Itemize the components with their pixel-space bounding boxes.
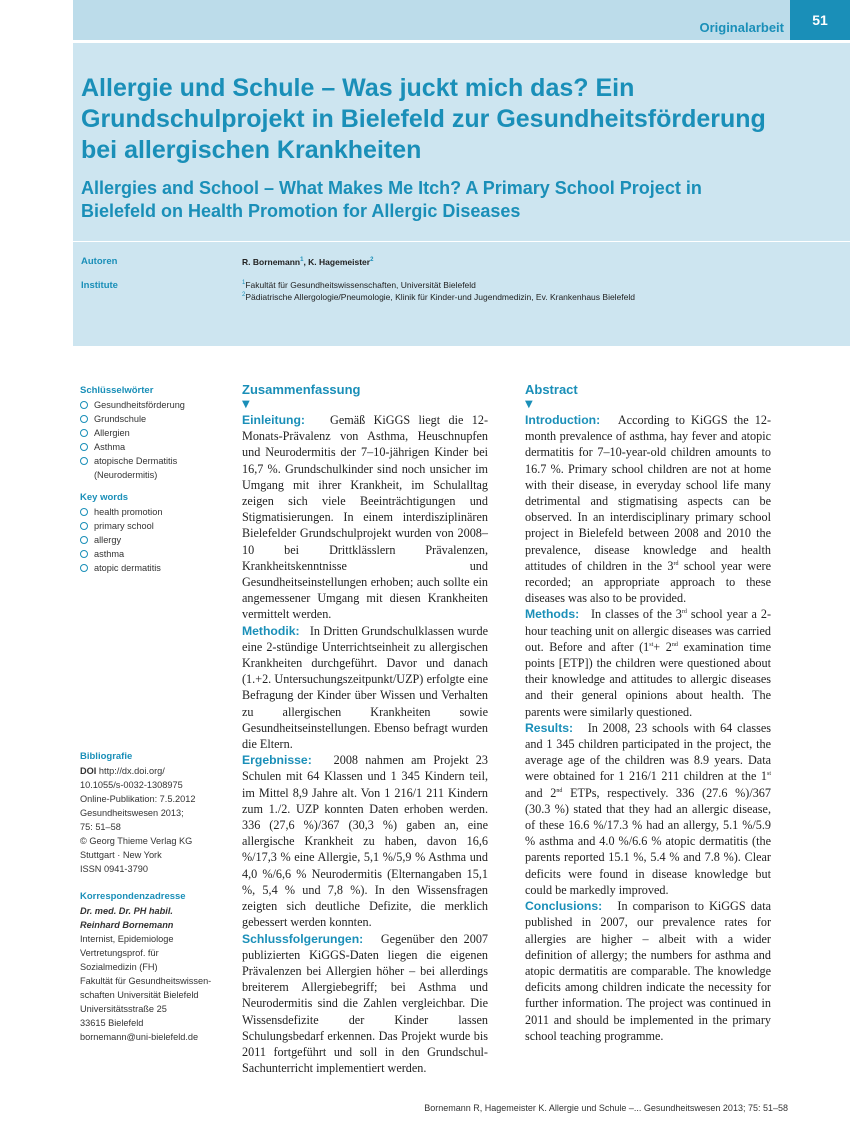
author-affil-mark: 1 bbox=[300, 257, 304, 264]
address-line: Sozialmedizin (FH) bbox=[80, 962, 158, 972]
section-text: Gemäß KiGGS liegt die 12-Monats-Prävalenz von Asthma, Heuschnupfen und Neurodermitis der 7–10-jährigen Kinder bei 16,7 %. Grundschulkinder sind noch unsicher im Umgang mit ihrer Krankheit, im Schulalltag zeigen sich viele Beeinträchtigungen und Stigmatisierungen. In einem interdisziplinären Bielefelder Grundschulprojekt wurden von 2008–10 bei Drittklässlern Prävalenzen, Krankheitskenntnisse und Gesundheitseinstellungen erhoben; auch sollte ein angemessener Umgang mit diesen Krankheiten vermittelt werden. bbox=[242, 413, 489, 622]
section-text: examination time points [ETP]) the children were questioned about their knowledge and attitudes to allergic diseases and their general opinions about health. The parents were similarly questioned. bbox=[525, 639, 771, 719]
page-number: 51 bbox=[790, 0, 850, 40]
correspondence-heading: Korrespondenzadresse bbox=[80, 891, 186, 902]
correspondence-title: Dr. med. Dr. PH habil. bbox=[80, 906, 173, 916]
header-divider bbox=[73, 241, 850, 242]
bullet-icon bbox=[80, 443, 88, 451]
title-german: Allergie und Schule – Was juckt mich das? Ein Grundschulprojekt in Bielefeld zur Gesundheitsförderung bei allergischen Krankheiten bbox=[81, 74, 766, 164]
author-affil-mark: 2 bbox=[370, 257, 374, 264]
section-text: school year were recorded; an appropriate approach to these diseases was also to be provided. bbox=[525, 558, 771, 606]
keyword-item bbox=[80, 426, 230, 440]
author-name: K. Hagemeister bbox=[308, 257, 371, 267]
page-footer: Bornemann R, Hagemeister K. Allergie und Schule –... Gesundheitswesen 2013; 75: 51–58 bbox=[424, 1103, 788, 1113]
section-text: According to KiGGS the 12-month prevalence of asthma, hay fever and atopic dermatitis for 7–10-year-old children amounts to 16.7 %. Primary school children are not at home with their disease, in everyday school life many detrimental and stigmatising aspects can be observed. In an interdisciplinary primary school project in Bielefeld between 2008 and 2010 the prevalence, disease knowledge and health attitudes of children in the 3 bbox=[525, 413, 772, 573]
institute-mark: 2 bbox=[242, 292, 246, 299]
ordinal-sup: nd bbox=[671, 641, 678, 648]
section-text: school year a 2-hour teaching unit on allergic diseases was carried out. Before and after (1 bbox=[525, 607, 771, 654]
doi-value: 10.1055/s-0032-1308975 bbox=[80, 780, 183, 790]
de-methods bbox=[242, 623, 488, 753]
ordinal-sup: rd bbox=[673, 560, 679, 567]
en-results bbox=[525, 720, 771, 898]
bullet-icon bbox=[80, 457, 88, 465]
article-header bbox=[73, 0, 850, 346]
keyword-text: Grundschule bbox=[94, 414, 147, 424]
section-text: 2008 nahmen am Projekt 23 Schulen mit 64 Klassen und 1 345 Kindern teil, im Mittel 8,9 Jahre alt. Von 1 216/1 211 Kindern zum 1./2. UZP konnten Daten erhoben werden. 336 (27,6 %)/367 (30,3 %) gaben an, eine allergische Krankheit zu haben, davon 16,6 %/17,3 % eine Allergie, 5,1 %/5,9 % Asthma und 4,0 %/6,6 % Neurodermitis (Elternangaben 15,1 %, 5,4 % und 7,8 %). In den Wissensfragen zeigten sich deutliche Defizite, die merklich gebessert werden konnten. bbox=[242, 753, 488, 930]
doi-label: DOI bbox=[80, 766, 97, 776]
abstract-de-heading: Zusammenfassung bbox=[242, 382, 361, 397]
ordinal-sup: st bbox=[766, 771, 771, 778]
section-label: Methodik: bbox=[242, 623, 300, 638]
keyword-text: atopische Dermatitis (Neurodermitis) bbox=[94, 456, 178, 480]
keyword-text: asthma bbox=[94, 549, 125, 559]
keyword-item bbox=[80, 561, 230, 575]
ordinal-sup: rd bbox=[681, 609, 687, 616]
abstract-en-heading: Abstract bbox=[525, 382, 578, 397]
authors-label: Autoren bbox=[81, 256, 118, 267]
en-conclusions bbox=[525, 898, 771, 1044]
section-text: ETPs, respectively. 336 (27.6 %)/367 (30.3 %) stated that they had an allergic disease, of these 16.6 %/17.3 % had an allergy, 5.1 %/5.9 % asthma and 4.0 %/6.6 % atopic dermatitis (the parents reported 15.1 %, 5.4 % and 7.8 %). Clear deficits were found in disease knowledge but could be markedly improved. bbox=[525, 785, 771, 897]
bullet-icon bbox=[80, 564, 88, 572]
institute-line bbox=[242, 279, 635, 291]
keyword-item bbox=[80, 547, 230, 561]
bullet-icon bbox=[80, 536, 88, 544]
keyword-text: atopic dermatitis bbox=[94, 563, 161, 573]
keyword-text: primary school bbox=[94, 521, 154, 531]
de-results bbox=[242, 752, 488, 930]
en-introduction bbox=[525, 412, 771, 606]
keyword-item bbox=[80, 398, 230, 412]
de-conclusions bbox=[242, 931, 488, 1077]
bullet-icon bbox=[80, 522, 88, 530]
keywords-de-heading: Schlüsselwörter bbox=[80, 385, 154, 396]
section-text: and 2 bbox=[525, 785, 557, 800]
bullet-icon bbox=[80, 508, 88, 516]
bullet-icon bbox=[80, 429, 88, 437]
keywords-en-list bbox=[80, 505, 230, 575]
section-label: Results: bbox=[525, 720, 574, 735]
keyword-item bbox=[80, 505, 230, 519]
de-introduction bbox=[242, 412, 488, 623]
keyword-item bbox=[80, 454, 230, 482]
online-publication: Online-Publikation: 7.5.2012 bbox=[80, 794, 196, 804]
institute-mark: 1 bbox=[242, 280, 246, 287]
institute-name: Fakultät für Gesundheitswissenschaften, Universität Bielefeld bbox=[245, 280, 476, 290]
section-label: Originalarbeit bbox=[699, 20, 784, 35]
ordinal-sup: st bbox=[649, 641, 654, 648]
keyword-item bbox=[80, 440, 230, 454]
section-text: + 2 bbox=[653, 639, 672, 654]
section-text: In comparison to KiGGS data published in 2007, our prevalence rates for allergies are higher – albeit with a wider definition of allergy; the numbers for asthma and atopic dermatitis are comparable. The knowledge deficits among children indicate the necessity for further information. The project was continued in 2011 and should be implemented in the primary school teaching programme. bbox=[525, 899, 771, 1043]
bullet-icon bbox=[80, 550, 88, 558]
institute-line bbox=[242, 291, 635, 303]
abstract-german bbox=[242, 381, 488, 1076]
section-label: Methods: bbox=[525, 607, 580, 622]
keyword-item bbox=[80, 412, 230, 426]
address-line: Fakultät für Gesundheitswissen- bbox=[80, 976, 212, 986]
bibliography-heading: Bibliografie bbox=[80, 751, 133, 762]
address-line: schaften Universität Bielefeld bbox=[80, 990, 199, 1000]
keyword-text: health promotion bbox=[94, 507, 163, 517]
arrow-down-icon: ▼ bbox=[242, 399, 250, 410]
abstract-english bbox=[525, 381, 771, 1044]
keyword-item bbox=[80, 533, 230, 547]
keyword-text: allergy bbox=[94, 535, 122, 545]
address-line: 33615 Bielefeld bbox=[80, 1018, 144, 1028]
keywords-en-heading: Key words bbox=[80, 492, 129, 503]
address-line: Vertretungsprof. für bbox=[80, 948, 159, 958]
institutes bbox=[242, 279, 635, 303]
section-label: Einleitung: bbox=[242, 413, 305, 427]
section-text: In 2008, 23 schools with 64 classes and 1 345 children participated in the project, the average age of the children was 8.9 years. Data were obtained for 1 216/1 211 children at the 1 bbox=[525, 720, 771, 784]
section-label: Schlussfolgerungen: bbox=[242, 931, 364, 946]
section-text: In Dritten Grundschulklassen wurde eine 2-stündige Unterrichtseinheit zu allergischen Krankheiten durchgeführt. Davor und danach (1.+2. Untersuchungszeitpunkt/UZP) erfolgte eine Befragung der Kinder über Wissen und Verhalten zu allergischen Krankheiten sowie Gesundheitseinstellungen. Ebenso befragt wurden die Eltern. bbox=[242, 623, 488, 752]
doi-line bbox=[80, 764, 230, 778]
keyword-text: Asthma bbox=[94, 442, 126, 452]
title-english: Allergies and School – What Makes Me Itch? A Primary School Project in Bielefeld on Health Promotion for Allergic Diseases bbox=[81, 178, 702, 221]
bullet-icon bbox=[80, 401, 88, 409]
institutes-label: Institute bbox=[81, 280, 118, 291]
keywords-de-list bbox=[80, 398, 230, 482]
section-label: Ergebnisse: bbox=[242, 753, 312, 768]
author-name: R. Bornemann bbox=[242, 257, 301, 267]
en-methods bbox=[525, 606, 771, 719]
section-label: Introduction: bbox=[525, 413, 601, 427]
section-text: Gegenüber den 2007 publizierten KiGGS-Daten liegen die eigenen Prävalenzen bei Allergien höher – bei allerdings breiterem Allergiebegriff; bei Asthma und Neurodermitis sind die Zahlen vergleichbar. Die Wissensdefizite der Kinder lassen Schulungsbedarf erkennen. Das Projekt wurde bis 2011 fortgeführt und soll in den Grundschul-Sachunterricht implementiert werden. bbox=[242, 931, 489, 1076]
keyword-text: Allergien bbox=[94, 428, 130, 438]
issn: ISSN 0941-3790 bbox=[80, 864, 148, 874]
doi-link[interactable]: http://dx.doi.org/ bbox=[98, 766, 165, 776]
keyword-text: Gesundheitsförderung bbox=[94, 400, 185, 410]
arrow-down-icon: ▼ bbox=[525, 399, 533, 410]
keyword-item bbox=[80, 519, 230, 533]
institute-name: Pädiatrische Allergologie/Pneumologie, Klinik für Kinder-und Jugendmedizin, Ev. Krankenhaus Bielefeld bbox=[245, 292, 635, 302]
copyright: © Georg Thieme Verlag KG bbox=[80, 836, 193, 846]
email-link[interactable]: bornemann@uni-bielefeld.de bbox=[80, 1032, 199, 1042]
journal-line: Gesundheitswesen 2013; bbox=[80, 808, 184, 818]
section-label: Conclusions: bbox=[525, 899, 603, 914]
address-line: Internist, Epidemiologe bbox=[80, 934, 174, 944]
ordinal-sup: nd bbox=[556, 787, 563, 794]
sidebar bbox=[80, 384, 230, 1044]
authors bbox=[242, 256, 373, 268]
author-separator: , bbox=[303, 257, 309, 267]
address-line: Universitätsstraße 25 bbox=[80, 1004, 167, 1014]
correspondence-name: Reinhard Bornemann bbox=[80, 920, 174, 930]
publisher-location: Stuttgart · New York bbox=[80, 850, 162, 860]
header-rule bbox=[73, 40, 850, 43]
volume-pages: 75: 51–58 bbox=[80, 822, 121, 832]
section-text: In classes of the 3 bbox=[591, 607, 682, 622]
bullet-icon bbox=[80, 415, 88, 423]
